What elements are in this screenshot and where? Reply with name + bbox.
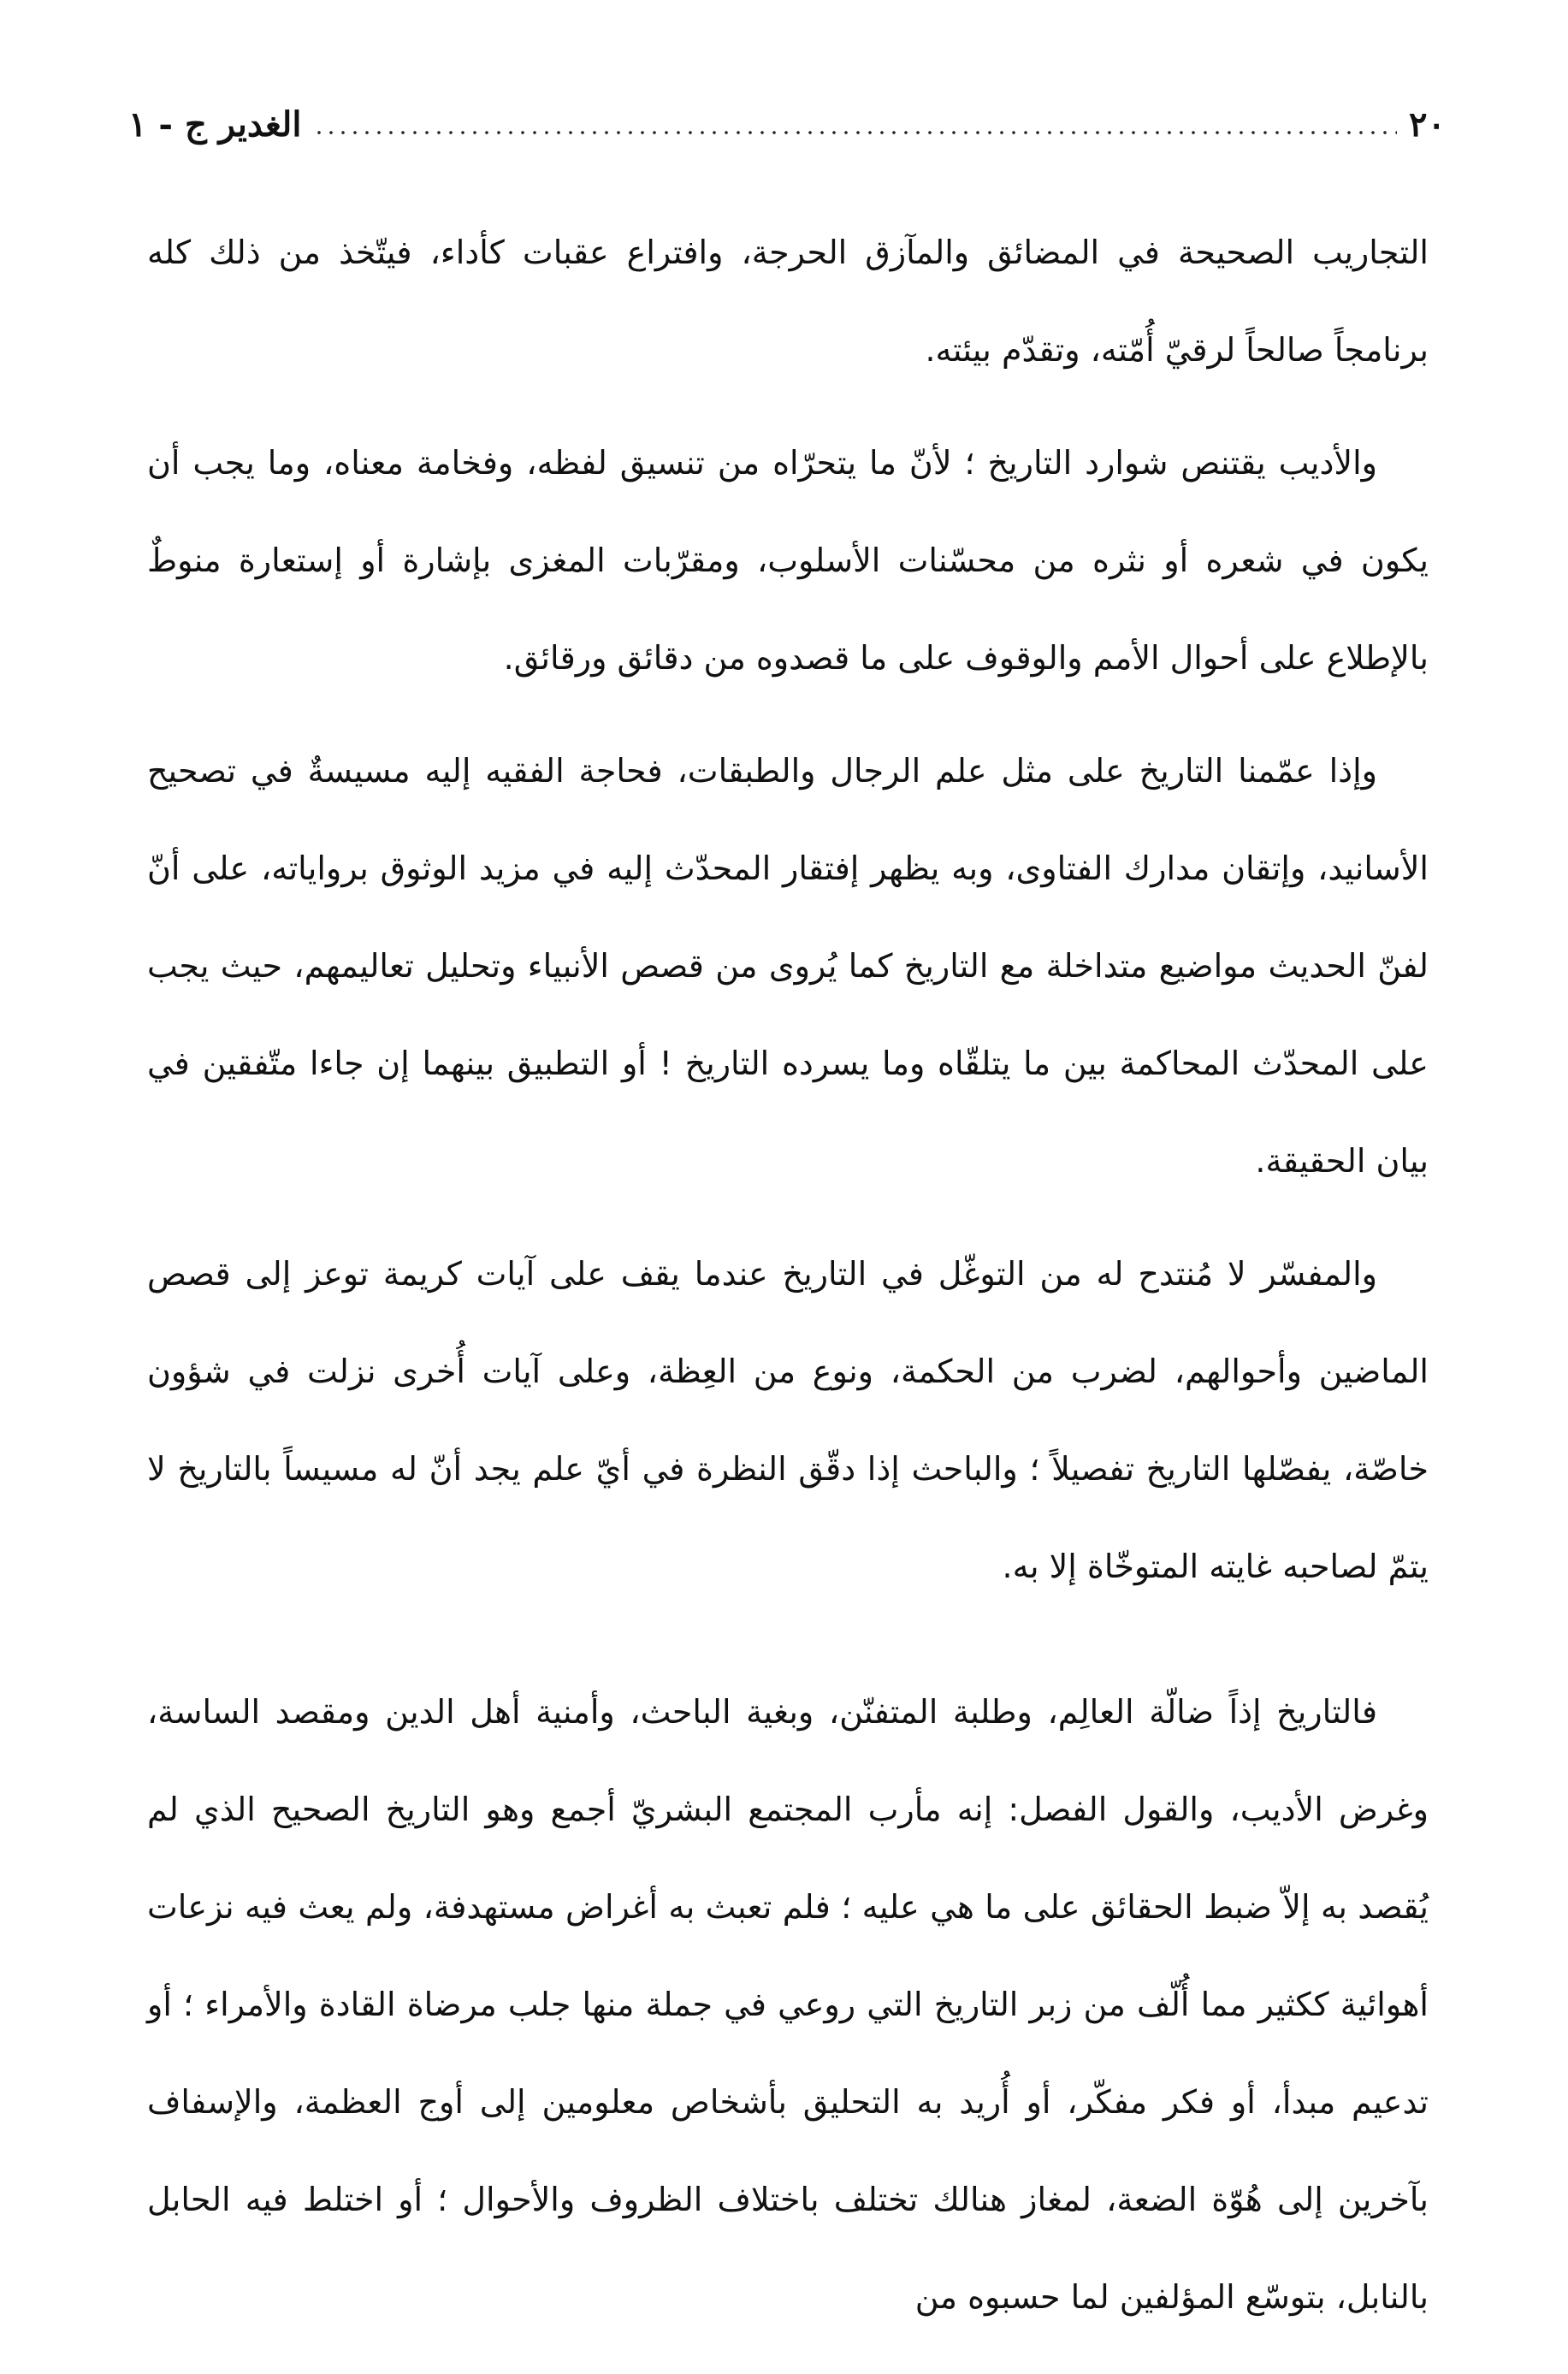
dot-leader [313,131,1397,134]
running-header [128,98,1446,150]
running-title: الغدير ج - ١ [128,104,302,145]
body-text [147,204,1429,2346]
paragraph-3: وإذا عمّمنا التاريخ على مثل علم الرجال والطبقات، فحاجة الفقيه إليه مسيسةٌ في تصحيح الأسانيد، وإتقان مدارك الفتاوى، وبه يظهر إفتقار المحدّث إليه في مزيد الوثوق برواياته، على أنّ لفنّ الحديث مواضيع متداخلة مع التاريخ كما يُروى من قصص الأنبياء وتحليل تعاليمهم، حيث يجب على المحدّث المحاكمة بين ما يتلقّاه وما يسرده التاريخ ! أو التطبيق بينهما إن جاءا متّفقين في بيان الحقيقة. [147,752,1429,1180]
paragraph-4: والمفسّر لا مُنتدح له من التوغّل في التاريخ عندما يقف على آيات كريمة توعز إلى قصص الماضين وأحوالهم، لضرب من الحكمة، ونوع من العِظة، وعلى آيات أُخرى نزلت في شؤون خاصّة، يفصّلها التاريخ تفصيلاً ؛ والباحث إذا دقّق النظرة في أيّ علم يجد أنّ له مسيساً بالتاريخ لا يتمّ لصاحبه غايته المتوخّاة إلا به. [147,1255,1429,1585]
paragraph-5: فالتاريخ إذاً ضالّة العالِم، وطلبة المتفنّن، وبغية الباحث، وأمنية أهل الدين ومقصد الساسة، وغرض الأديب، والقول الفصل: إنه مأرب المجتمع البشريّ أجمع وهو التاريخ الصحيح الذي لم يُقصد به إلاّ ضبط الحقائق على ما هي عليه ؛ فلم تعبث به أغراض مستهدفة، ولم يعث فيه نزعات أهوائية ككثير مما أُلّف من زبر التاريخ التي روعي في جملة منها جلب مرضاة القادة والأمراء ؛ أو تدعيم مبدأ، أو فكر مفكّر، أو أُريد به التحليق بأشخاص معلومين إلى أوج العظمة، والإسفاف بآخرين إلى هُوّة الضعة، لمغاز هنالك تختلف باختلاف الظروف والأحوال ؛ أو اختلط فيه الحابل بالنابل، بتوسّع المؤلفين لما حسبوه من [147,1693,1429,2316]
page-number: ٢٠ [1409,104,1446,145]
paragraph-1: التجاريب الصحيحة في المضائق والمآزق الحرجة، وافتراع عقبات كأداء، فيتّخذ من ذلك كله برنامجاً صالحاً لرقيّ أُمّته، وتقدّم بيئته. [147,234,1429,369]
paragraph-2: والأديب يقتنص شوارد التاريخ ؛ لأنّ ما يتحرّاه من تنسيق لفظه، وفخامة معناه، وما يجب أن يكون في شعره أو نثره من محسّنات الأسلوب، ومقرّبات المغزى بإشارة أو إستعارة منوطٌ بالإطلاع على أحوال الأمم والوقوف على ما قصدوه من دقائق ورقائق. [147,444,1429,677]
